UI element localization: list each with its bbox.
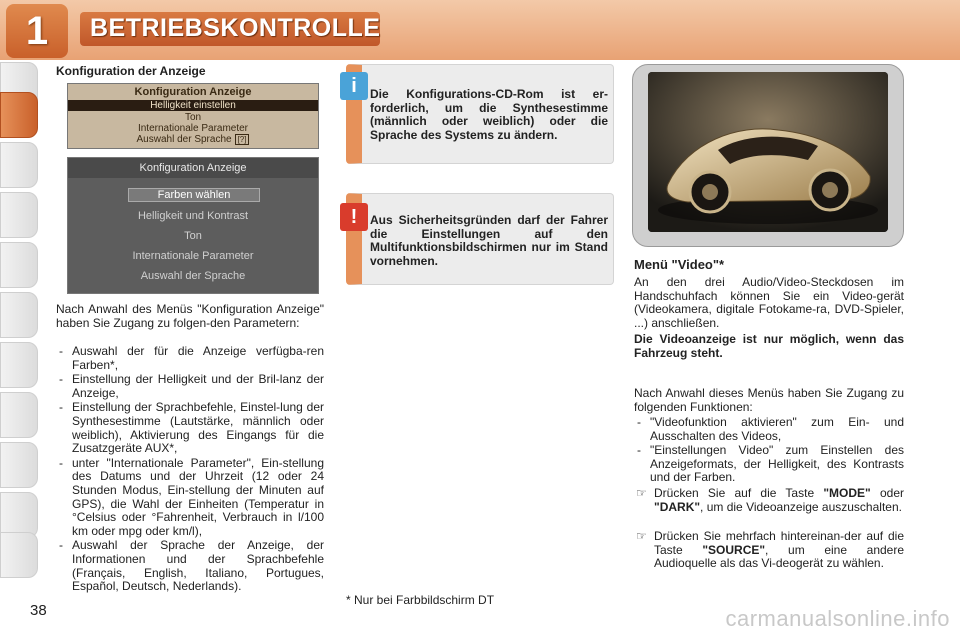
display-screen	[648, 72, 888, 232]
chapter-number: 1	[6, 4, 68, 58]
list-item: - Einstellung der Helligkeit und der Bril-lanz der Anzeige,	[56, 373, 324, 400]
section-heading: Konfiguration der Anzeige	[56, 64, 206, 78]
video-warning-paragraph: Die Videoanzeige ist nur möglich, wenn das Fahrzeug steht.	[634, 332, 904, 360]
action-text: Drücken Sie auf die Taste	[654, 486, 824, 500]
action-text: , um die Videoanzeige auszuschalten.	[700, 499, 902, 514]
warning-text: Aus Sicherheitsgründen darf der Fahrer die Einstellungen auf den Multifunktionsbildschirmen nur im Stand vornehmen.	[370, 213, 608, 268]
mode-key: "MODE"	[823, 486, 871, 500]
footnote: * Nur bei Farbbildschirm DT	[346, 593, 495, 607]
screen-menu-item: Internationale Parameter	[137, 123, 249, 134]
display-screenshot-mono	[67, 83, 319, 149]
screen-menu-item-label: Auswahl der Sprache	[136, 134, 232, 145]
info-icon: i	[340, 72, 368, 100]
side-tab[interactable]	[0, 442, 38, 488]
side-tab[interactable]	[0, 242, 38, 288]
action-text: , um eine andere Audioquelle als das Vi-deogerät zu wählen.	[654, 542, 905, 571]
screen-menu-item: Ton	[184, 112, 202, 123]
warning-icon: !	[340, 203, 368, 231]
list-item: - Auswahl der für die Anzeige verfügba-ren Farben*,	[56, 345, 324, 372]
screen-title: Konfiguration Anzeige	[134, 86, 252, 98]
side-tab[interactable]	[0, 532, 38, 578]
action-text: oder	[870, 486, 904, 500]
chapter-title: BETRIEBSKONTROLLE	[90, 14, 381, 42]
screen-menu-item: Ton	[184, 230, 202, 242]
screen-menu-item: Helligkeit und Kontrast	[137, 210, 249, 222]
pointing-hand-icon: ☞	[636, 486, 647, 500]
info-text: Die Konfigurations-CD-Rom ist er-forderlich, um die Synthesestimme (männlich oder weiblich) oder die Sprache des Systems zu ändern.	[370, 87, 608, 142]
action-text: Drücken Sie mehrfach hintereinan-der auf die Taste	[654, 529, 904, 557]
screen-menu-item	[68, 134, 318, 145]
list-item: - "Einstellungen Video" zum Einstellen des Anzeigeformats, der Helligkeit, des Kontrasts und der Farben.	[634, 444, 904, 485]
video-menu-heading: Menü "Video"*	[634, 257, 725, 272]
watermark: carmanualsonline.info	[725, 606, 950, 631]
screen-menu-item: Internationale Parameter	[132, 250, 254, 262]
video-function-list	[634, 416, 904, 486]
video-functions-paragraph: Nach Anwahl dieses Menüs haben Sie Zugang zu folgenden Funktionen:	[634, 386, 904, 414]
side-tab-active[interactable]	[0, 92, 38, 138]
intro-paragraph: Nach Anwahl des Menüs "Konfiguration Anzeige" haben Sie Zugang zu folgen-den Parametern:	[56, 302, 324, 330]
screen-menu-item: Helligkeit einstellen	[68, 100, 318, 111]
list-item: - Auswahl der Sprache der Anzeige, der Informationen und der Sprachbefehle (Français, English, Italiano, Portugues, Español, Deutsch, Nederlands).	[56, 539, 324, 593]
page-number: 38	[30, 602, 47, 619]
video-paragraph: An den drei Audio/Video-Steckdosen im Handschuhfach können Sie ein Video-gerät (Videokamera, digitale Fotokame-ra, DVD-Spieler, ...) anschließen.	[634, 275, 904, 330]
action-source	[634, 530, 904, 571]
parameter-list	[56, 345, 324, 595]
side-tab[interactable]	[0, 392, 38, 438]
screen-menu-item: Auswahl der Sprache	[140, 270, 246, 282]
action-mode-dark	[634, 487, 904, 514]
side-tab[interactable]	[0, 342, 38, 388]
flag-badge: [?]	[235, 134, 250, 145]
list-item: - "Videofunktion aktivieren" zum Ein- und Ausschalten des Videos,	[634, 416, 904, 443]
side-tab[interactable]	[0, 192, 38, 238]
side-tab[interactable]	[0, 142, 38, 188]
list-item: - unter "Internationale Parameter", Ein-stellung des Datums und der Uhrzeit (12 oder 24 Stunden Modus, Ein-stellung der Minuten auf GPS), die Wahl der Einheiten (Temperatur in °Celsius oder °Fahrenheit, Verbrauch in l/100 km oder mpg oder km/l),	[56, 457, 324, 539]
list-item: - Einstellung der Sprachbefehle, Einstel-lung der Synthesestimme (Lautstärke, männlich oder weiblich), Aktivierung des Eingangs für die Zusatzgeräte AUX*,	[56, 401, 324, 455]
display-screenshot-color	[67, 157, 319, 294]
screen-menu-item: Farben wählen	[128, 188, 260, 202]
screen-title: Konfiguration Anzeige	[68, 158, 318, 178]
car-image-icon	[648, 72, 888, 232]
dark-key: "DARK"	[654, 499, 701, 514]
side-tabs	[0, 62, 40, 582]
pointing-hand-icon: ☞	[636, 529, 647, 543]
side-tab[interactable]	[0, 292, 38, 338]
source-key: "SOURCE"	[702, 542, 766, 557]
